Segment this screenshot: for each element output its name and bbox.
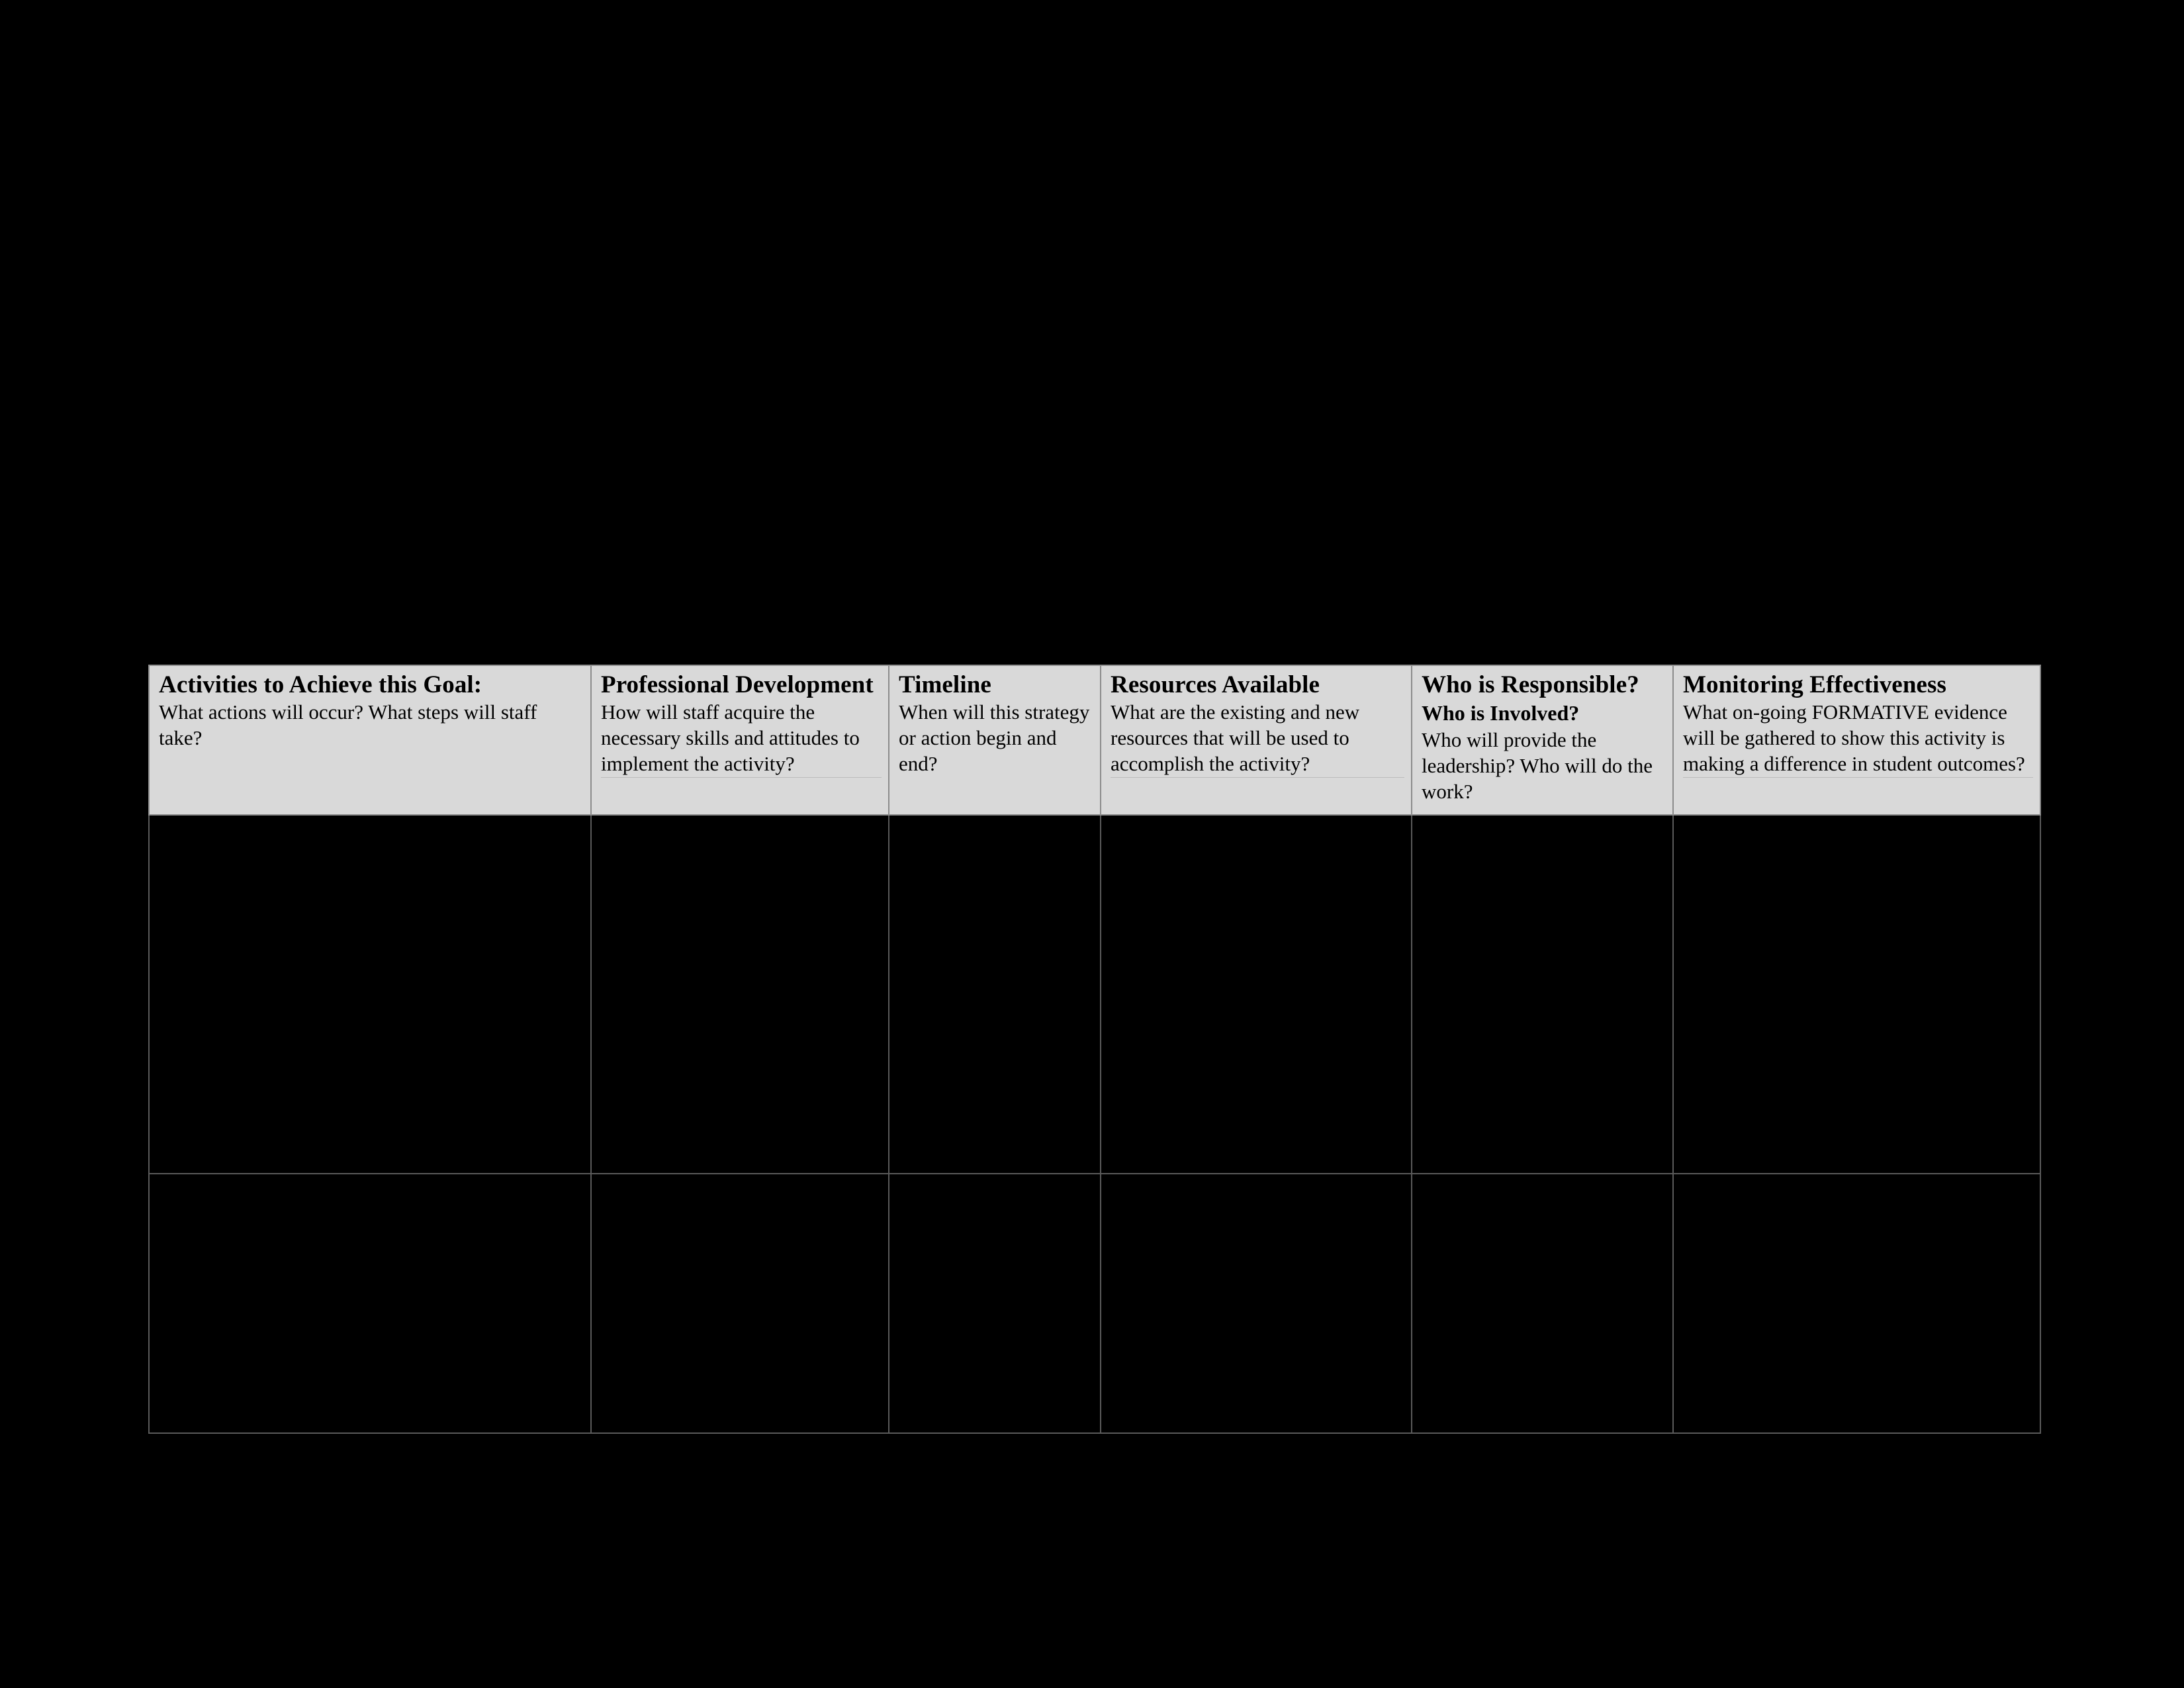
table-header-row — [149, 665, 2040, 815]
cell-timeline-2[interactable] — [889, 1174, 1101, 1433]
action-plan-table — [148, 665, 2041, 1434]
table-header — [149, 665, 2040, 815]
column-title-who-is-responsible: Who is Responsible? — [1422, 671, 1639, 698]
column-title-monitoring-effectiveness: Monitoring Effectiveness — [1683, 671, 1947, 698]
column-header-who-is-responsible — [1412, 665, 1673, 815]
column-subtitle-timeline: When will this strategy or action begin and end? — [899, 700, 1090, 775]
column-title-timeline: Timeline — [899, 671, 991, 698]
cell-activities-1[interactable] — [149, 815, 591, 1174]
cell-professional-development-2[interactable] — [591, 1174, 889, 1433]
column-subtitle-who-is-responsible: Who will provide the leadership? Who will do the work? — [1422, 728, 1653, 803]
cell-who-is-responsible-2[interactable] — [1412, 1174, 1673, 1433]
column-header-monitoring-effectiveness — [1673, 665, 2040, 815]
column-header-timeline — [889, 665, 1101, 815]
cell-monitoring-effectiveness-1[interactable] — [1673, 815, 2040, 1174]
column-title-professional-development: Professional Development — [601, 671, 874, 698]
column-subtitle-monitoring-effectiveness: What on-going FORMATIVE evidence will be gathered to show this activity is making a difference in student outcomes? — [1683, 700, 2033, 777]
column-header-resources-available — [1101, 665, 1412, 815]
column-title-activities: Activities to Achieve this Goal: — [159, 671, 482, 698]
cell-resources-available-2[interactable] — [1101, 1174, 1412, 1433]
table-body — [149, 815, 2040, 1433]
table-row — [149, 1174, 2040, 1433]
cell-monitoring-effectiveness-2[interactable] — [1673, 1174, 2040, 1433]
action-plan-table-container — [148, 665, 2040, 1434]
cell-timeline-1[interactable] — [889, 815, 1101, 1174]
cell-professional-development-1[interactable] — [591, 815, 889, 1174]
column-header-activities — [149, 665, 591, 815]
cell-resources-available-1[interactable] — [1101, 815, 1412, 1174]
column-subtitle-activities: What actions will occur? What steps will staff take? — [159, 700, 537, 750]
column-header-professional-development — [591, 665, 889, 815]
column-subtitle-professional-development: How will staff acquire the necessary skills and attitudes to implement the activity? — [601, 700, 882, 777]
cell-activities-2[interactable] — [149, 1174, 591, 1433]
cell-who-is-responsible-1[interactable] — [1412, 815, 1673, 1174]
column-subtitle-resources-available: What are the existing and new resources that will be used to accomplish the activity? — [1111, 700, 1404, 777]
column-title-resources-available: Resources Available — [1111, 671, 1320, 698]
column-subtitle-bold-who-is-involved: Who is Involved? — [1422, 701, 1580, 726]
table-row — [149, 815, 2040, 1174]
